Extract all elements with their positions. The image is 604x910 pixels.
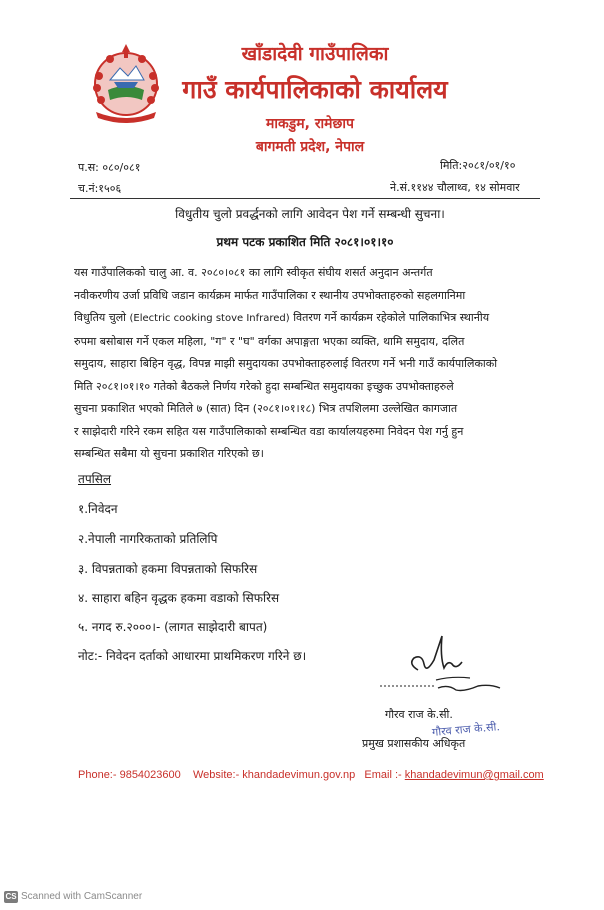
scanner-watermark	[4, 891, 142, 903]
body-line: सुचना प्रकाशित भएको मितिले ७ (सात) दिन (२०८१।०१।१८) भित्र तपशिलमा उल्लेखित कागजात	[74, 402, 458, 415]
office-title: गाउँ कार्यपालिकाको कार्यालय	[182, 75, 448, 104]
body-line: सम्बन्धित सबैमा यो सुचना प्रकाशित गरिएको छ।	[74, 447, 264, 460]
body-line: रुपमा बसोबास गर्ने एकल महिला, "ग" र "घ" वर्गका अपाङ्गता भएका व्यक्ति, थामि समुदाय, दलित	[74, 334, 465, 348]
signatory-name: गौरव राज के.सी.	[385, 708, 453, 721]
body-line-part: विधुतिय चुलो	[74, 311, 127, 324]
nepal-sambat-date: ने.सं.११४४ चौलाथ्व, १४ सोमवार	[390, 181, 520, 194]
body-line-english: (Electric cooking stove Infrared)	[129, 313, 290, 324]
dispatch-number: च.नं:१५०६	[78, 182, 122, 195]
body-line: मिति २०८१।०१।१० गतेको बैठकले निर्णय गरेको हुदा सम्बन्धित समुदायका इच्छुक उपभोक्ताहरुले	[74, 379, 454, 393]
nepal-emblem-icon	[88, 42, 164, 126]
body-line: र साझेदारी गरिने रकम सहित यस गाउँपालिकाको सम्बन्धित वडा कार्यालयहरुमा निवेदन पेश गर्नु हुन	[74, 424, 464, 438]
camscanner-logo-icon: CS	[5, 892, 17, 901]
annex-heading: तपसिल	[78, 472, 112, 486]
issue-date: मिति:२०८१/०१/१०	[440, 159, 516, 172]
office-province: बागमती प्रदेश, नेपाल	[255, 139, 365, 155]
published-date: प्रथम पटक प्रकाशित मिति २०८१।०१।१०	[216, 235, 394, 249]
signatory-title: प्रमुख प्रशासकीय अधिकृत	[362, 737, 466, 750]
annex-item: २.नेपाली नागरिकताको प्रतिलिपि	[78, 532, 218, 546]
footer-email-label: Email :-	[364, 769, 402, 781]
notice-subject: विधुतीय चुलो प्रवर्द्धनको लागि आवेदन पेश गर्ने सम्बन्धी सुचना।	[175, 207, 445, 221]
annex-item: १.निवेदन	[78, 502, 118, 516]
signature-icon	[378, 630, 518, 702]
body-line: समुदाय, साहारा बिहिन वृद्ध, विपन्न माझी समुदायका उपभोक्ताहरुलाई वितरण गर्ने भनी गाउँ कार्यपालिकाको	[74, 357, 498, 370]
footer-website[interactable]: Website:- khandadevimun.gov.np	[193, 769, 356, 781]
footer-email-link[interactable]: khandadevimun@gmail.com	[404, 769, 544, 781]
reference-number: प.स: ०८०/०८१	[78, 161, 141, 174]
annex-note: नोट:- निवेदन दर्ताको आधारमा प्राथमिकरण गरिने छ।	[78, 649, 307, 663]
body-line-part: वितरण गर्ने कार्यक्रम रहेकोले पालिकाभित्र स्थानीय	[293, 311, 490, 324]
municipality-name: खाँडादेवी गाउँपालिका	[241, 43, 389, 65]
body-line: यस गाउँपालिकको चालु आ. व. २०८०।०८१ का लागि स्वीकृत संघीय शसर्त अनुदान अन्तर्गत	[74, 266, 433, 279]
annex-item: ४. साहारा बहिन वृद्धक हकमा वडाको सिफरिस	[78, 591, 280, 605]
body-line	[74, 307, 540, 331]
header-divider	[70, 198, 540, 199]
annex-item: ५. नगद रु.२०००।- (लागत साझेदारी बापत)	[78, 620, 268, 634]
footer-phone: Phone:- 9854023600	[78, 769, 181, 781]
notice-body	[74, 262, 540, 466]
body-line: नवीकरणीय उर्जा प्रविधि जडान कार्यक्रम मार्फत गाउँपालिका र स्थानीय उपभोक्ताहरुको सहलगानिमा	[74, 288, 466, 302]
contact-footer	[78, 769, 544, 781]
office-address: माकडुम, रामेछाप	[266, 116, 354, 132]
scanner-text: Scanned with CamScanner	[21, 891, 143, 902]
official-stamp: गौरव राज के.सी.	[431, 720, 501, 739]
annex-item: ३. विपन्नताको हकमा विपन्नताको सिफरिस	[78, 562, 258, 576]
